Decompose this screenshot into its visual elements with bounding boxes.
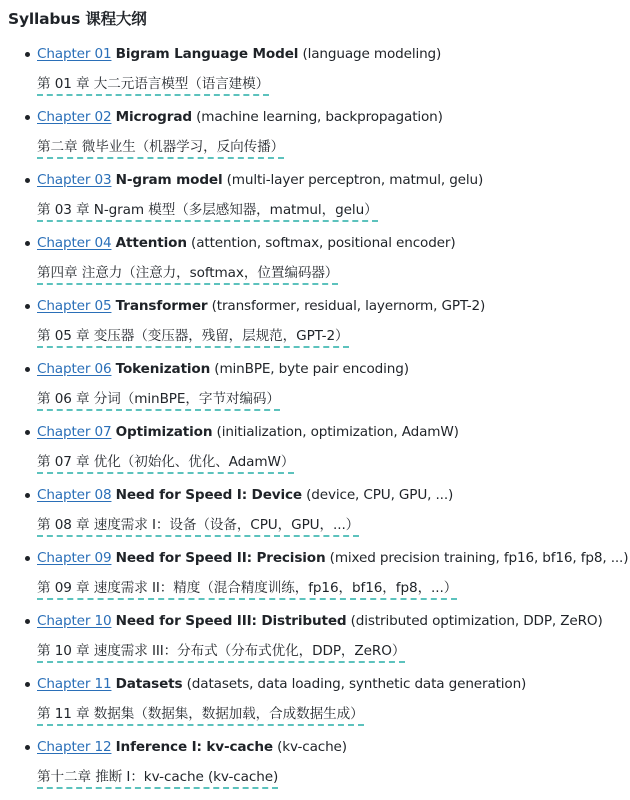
chapter-line xyxy=(37,672,630,697)
chapter-list xyxy=(8,42,630,798)
chapter-translation: 第 08 章 速度需求 I：设备（设备，CPU，GPU，...） xyxy=(37,517,359,537)
chapter-translation: 第 07 章 优化（初始化、优化、AdamW） xyxy=(37,454,294,474)
chapter-link[interactable]: Chapter 04 xyxy=(37,235,112,251)
chapter-description: (mixed precision training, fp16, bf16, fp8, ...) xyxy=(325,550,629,566)
bullet-icon xyxy=(25,115,30,120)
chapter-link[interactable]: Chapter 01 xyxy=(37,46,112,62)
chapter-translation-line xyxy=(37,765,630,789)
bullet-icon xyxy=(25,745,30,750)
chapter-line xyxy=(37,105,630,130)
chapter-translation-line xyxy=(37,198,630,222)
chapter-link[interactable]: Chapter 08 xyxy=(37,487,112,503)
chapter-link[interactable]: Chapter 06 xyxy=(37,361,112,377)
page-title: Syllabus 课程大纲 xyxy=(8,10,147,28)
bullet-icon xyxy=(25,619,30,624)
chapter-translation-line xyxy=(37,135,630,159)
chapter-item xyxy=(8,546,630,609)
chapter-link[interactable]: Chapter 09 xyxy=(37,550,112,566)
bullet-icon xyxy=(25,178,30,183)
chapter-item xyxy=(8,735,630,798)
chapter-link[interactable]: Chapter 05 xyxy=(37,298,112,314)
chapter-link[interactable]: Chapter 11 xyxy=(37,676,112,692)
chapter-line xyxy=(37,294,630,319)
chapter-translation: 第 06 章 分词（minBPE，字节对编码） xyxy=(37,391,280,411)
chapter-line xyxy=(37,357,630,382)
chapter-description: (device, CPU, GPU, ...) xyxy=(301,487,454,503)
chapter-title: Micrograd xyxy=(115,109,192,125)
chapter-translation-line xyxy=(37,450,630,474)
chapter-line xyxy=(37,483,630,508)
chapter-item xyxy=(8,105,630,168)
chapter-line xyxy=(37,231,630,256)
chapter-translation: 第二章 微毕业生（机器学习，反向传播） xyxy=(37,139,284,159)
chapter-item xyxy=(8,672,630,735)
chapter-item xyxy=(8,420,630,483)
bullet-icon xyxy=(25,241,30,246)
chapter-line xyxy=(37,420,630,445)
chapter-translation: 第十二章 推断 I：kv-cache (kv-cache) xyxy=(37,769,278,789)
chapter-title: Tokenization xyxy=(115,361,211,377)
chapter-description: (language modeling) xyxy=(298,46,442,62)
chapter-description: (machine learning, backpropagation) xyxy=(191,109,443,125)
chapter-description: (distributed optimization, DDP, ZeRO) xyxy=(346,613,603,629)
chapter-item xyxy=(8,609,630,672)
chapter-translation: 第 03 章 N-gram 模型（多层感知器，matmul，gelu） xyxy=(37,202,378,222)
bullet-icon xyxy=(25,367,30,372)
chapter-line xyxy=(37,168,630,193)
chapter-description: (transformer, residual, layernorm, GPT-2) xyxy=(207,298,486,314)
chapter-title: Inference I: kv-cache xyxy=(115,739,273,755)
chapter-line xyxy=(37,609,630,634)
bullet-icon xyxy=(25,682,30,687)
chapter-link[interactable]: Chapter 03 xyxy=(37,172,112,188)
chapter-title: Bigram Language Model xyxy=(115,46,299,62)
chapter-description: (minBPE, byte pair encoding) xyxy=(210,361,409,377)
chapter-translation: 第四章 注意力（注意力，softmax，位置编码器） xyxy=(37,265,338,285)
chapter-item xyxy=(8,168,630,231)
chapter-link[interactable]: Chapter 12 xyxy=(37,739,112,755)
chapter-translation-line xyxy=(37,261,630,285)
chapter-link[interactable]: Chapter 02 xyxy=(37,109,112,125)
chapter-translation-line xyxy=(37,324,630,348)
chapter-title: Datasets xyxy=(115,676,183,692)
chapter-translation-line xyxy=(37,702,630,726)
chapter-link[interactable]: Chapter 10 xyxy=(37,613,112,629)
chapter-translation: 第 10 章 速度需求 III：分布式（分布式优化，DDP，ZeRO） xyxy=(37,643,405,663)
chapter-description: (kv-cache) xyxy=(272,739,347,755)
chapter-line xyxy=(37,546,630,571)
chapter-title: Attention xyxy=(115,235,187,251)
chapter-description: (initialization, optimization, AdamW) xyxy=(212,424,459,440)
chapter-translation-line xyxy=(37,576,630,600)
chapter-description: (multi-layer perceptron, matmul, gelu) xyxy=(222,172,484,188)
chapter-translation: 第 05 章 变压器（变压器，残留，层规范，GPT-2） xyxy=(37,328,349,348)
chapter-translation: 第 11 章 数据集（数据集，数据加载，合成数据生成） xyxy=(37,706,364,726)
chapter-translation: 第 09 章 速度需求 II：精度（混合精度训练，fp16，bf16，fp8，...） xyxy=(37,580,457,600)
chapter-title: N-gram model xyxy=(115,172,223,188)
bullet-icon xyxy=(25,493,30,498)
bullet-icon xyxy=(25,304,30,309)
chapter-item xyxy=(8,483,630,546)
chapter-title: Need for Speed II: Precision xyxy=(115,550,326,566)
chapter-translation-line xyxy=(37,513,630,537)
chapter-translation-line xyxy=(37,72,630,96)
bullet-icon xyxy=(25,556,30,561)
chapter-translation: 第 01 章 大二元语言模型（语言建模） xyxy=(37,76,269,96)
chapter-title: Transformer xyxy=(115,298,208,314)
chapter-translation-line xyxy=(37,387,630,411)
chapter-translation-line xyxy=(37,639,630,663)
chapter-title: Need for Speed I: Device xyxy=(115,487,302,503)
chapter-item xyxy=(8,231,630,294)
chapter-title: Need for Speed III: Distributed xyxy=(115,613,347,629)
chapter-title: Optimization xyxy=(115,424,213,440)
chapter-line xyxy=(37,735,630,760)
chapter-item xyxy=(8,42,630,105)
chapter-item xyxy=(8,357,630,420)
chapter-description: (attention, softmax, positional encoder) xyxy=(186,235,456,251)
bullet-icon xyxy=(25,430,30,435)
chapter-link[interactable]: Chapter 07 xyxy=(37,424,112,440)
bullet-icon xyxy=(25,52,30,57)
chapter-line xyxy=(37,42,630,67)
chapter-description: (datasets, data loading, synthetic data generation) xyxy=(182,676,527,692)
chapter-item xyxy=(8,294,630,357)
